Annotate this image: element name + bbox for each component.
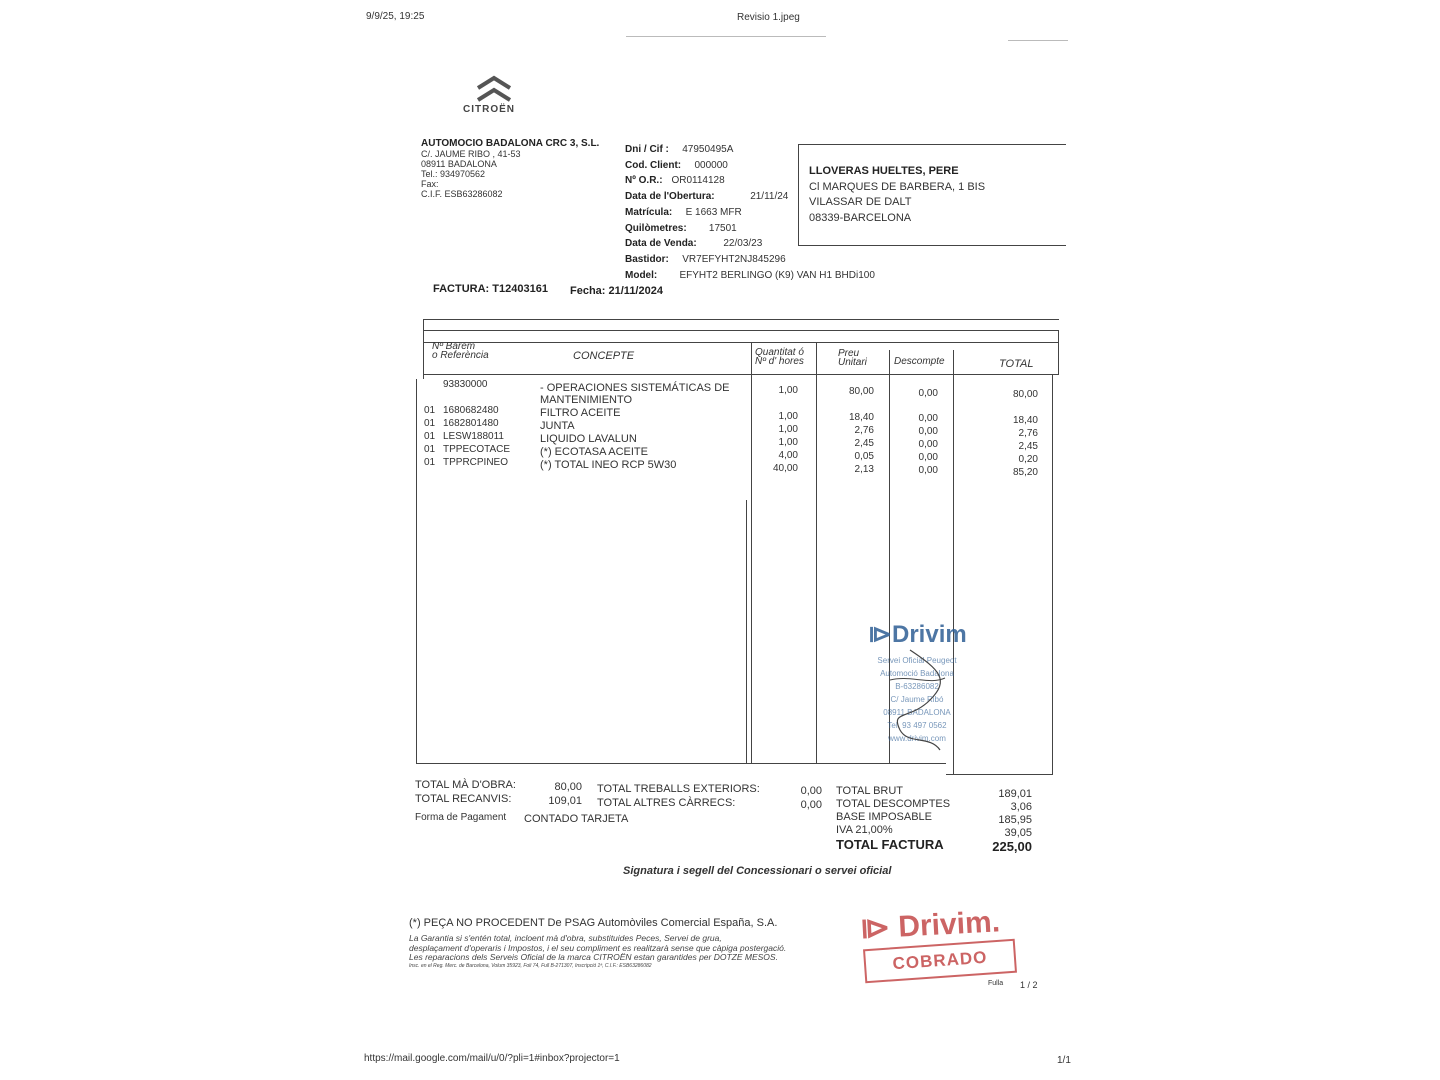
folio-value: 1 / 2 xyxy=(1020,980,1038,990)
drivim-red-logo: ⧐ Drivim. xyxy=(859,905,1001,946)
drivim-mark-icon: ⧐ xyxy=(868,621,892,648)
vat-value: 39,05 xyxy=(1004,827,1032,839)
total-labour-label: TOTAL MÀ D'OBRA: xyxy=(415,779,516,791)
client-box-left xyxy=(798,144,799,245)
client-street: Cl MARQUES DE BARBERA, 1 BIS xyxy=(809,180,986,193)
tax-base-value: 185,95 xyxy=(998,814,1032,826)
total-discounts-label: TOTAL DESCOMPTES xyxy=(836,798,951,810)
col-sep-price xyxy=(816,342,817,763)
table-header-top xyxy=(423,342,1059,343)
col-sep-qty-lower xyxy=(746,500,747,763)
total-parts-value: 109,01 xyxy=(548,795,582,807)
company-cif: C.I.F. ESB63286082 xyxy=(421,189,503,199)
total-other-value: 0,00 xyxy=(800,799,822,811)
footer-part-note: (*) PEÇA NO PROCEDENT De PSAG Automòviles Comercial España, S.A. xyxy=(409,917,778,929)
table-frame-inner-top xyxy=(423,330,1059,331)
table-bottom-left xyxy=(416,763,946,764)
invoice-number: FACTURA: T12403161 xyxy=(433,283,548,295)
total-parts-label: TOTAL RECANVIS: xyxy=(415,793,512,805)
header-quantity: Quantitat ó Nº d' hores xyxy=(755,347,804,367)
table-bottom-right xyxy=(946,774,1053,775)
client-name: LLOVERAS HUELTES, PERE xyxy=(809,165,959,177)
total-invoice-value: 225,00 xyxy=(992,839,1032,854)
company-fax: Fax: xyxy=(421,179,439,189)
folio-label: Fulla xyxy=(988,980,1004,987)
vat-label: IVA 21,00% xyxy=(836,824,893,836)
total-external-label: TOTAL TREBALLS EXTERIORS: xyxy=(597,783,760,795)
company-tel: Tel.: 934970562 xyxy=(421,169,486,179)
scan-artifact-line xyxy=(626,36,826,37)
meta-row: Dni / Cif : 47950495A xyxy=(625,144,734,155)
cobrado-stamp: COBRADO xyxy=(863,939,1017,984)
total-discounts-value: 3,06 xyxy=(1010,801,1032,813)
client-town: VILASSAR DE DALT xyxy=(809,196,912,208)
print-url: https://mail.google.com/mail/u/0/?pli=1#inbox?projector=1 xyxy=(364,1053,620,1064)
meta-row: Data de l'Obertura: 21/11/24 xyxy=(625,191,789,203)
total-gross-label: TOTAL BRUT xyxy=(836,785,904,797)
client-address xyxy=(809,164,985,226)
handwritten-signature xyxy=(870,640,960,760)
payment-method-value: CONTADO TARJETA xyxy=(524,813,629,825)
header-price: Preu Unitari xyxy=(838,348,867,368)
company-name: AUTOMOCIO BADALONA CRC 3, S.L. xyxy=(421,138,600,149)
table-frame-right-top xyxy=(1058,330,1059,374)
col-sep-qty xyxy=(751,342,752,763)
meta-row: Bastidor: VR7EFYHT2NJ845296 xyxy=(625,253,786,265)
client-box-top xyxy=(798,144,1066,145)
citroen-logo-icon xyxy=(474,74,514,106)
table-header-bottom xyxy=(423,374,1059,375)
tax-base-label: BASE IMPOSABLE xyxy=(836,811,932,823)
meta-row: Nº O.R.: OR0114128 xyxy=(625,175,725,187)
meta-row: Matrícula: E 1663 MFR xyxy=(625,206,742,218)
total-labour-value: 80,00 xyxy=(554,781,582,793)
total-other-label: TOTAL ALTRES CÀRRECS: xyxy=(597,797,736,809)
client-box-bottom xyxy=(798,245,1066,246)
meta-row: Cod. Client: 000000 xyxy=(625,159,728,171)
table-frame-left-top xyxy=(423,319,424,379)
total-external-value: 0,00 xyxy=(800,785,822,797)
meta-row: Data de Venda: 22/03/23 xyxy=(625,238,763,250)
total-gross-value: 189,01 xyxy=(998,788,1032,800)
print-file-title: Revisio 1.jpeg xyxy=(737,12,800,23)
payment-method-label: Forma de Pagament xyxy=(415,812,507,823)
meta-row: Model: EFYHT2 BERLINGO (K9) VAN H1 BHDi100 xyxy=(625,269,875,281)
company-city: 08911 BADALONA xyxy=(421,159,497,169)
header-concept: CONCEPTE xyxy=(573,350,635,362)
table-frame-top xyxy=(423,319,1059,320)
client-postal: 08339-BARCELONA xyxy=(809,211,912,224)
header-discount: Descompte xyxy=(894,356,945,367)
signature-caption: Signatura i segell del Concessionari o servei oficial xyxy=(623,865,892,877)
meta-row: Quilòmetres: 17501 xyxy=(625,222,737,234)
scan-artifact-line xyxy=(1008,40,1068,41)
table-frame-right xyxy=(1052,374,1053,775)
company-info xyxy=(421,139,599,199)
drivim-blue-logo: ⧐Drivim xyxy=(868,621,967,648)
company-street: C/. JAUME RIBO , 41-53 xyxy=(421,149,521,159)
drivim-mark-icon: ⧐ xyxy=(859,911,891,946)
total-invoice-label: TOTAL FACTURA xyxy=(836,837,944,852)
drivim-blue-stamp-text: Servei Oficial Peugeot Automoció Badalona B-63286082 C/ Jaume Ribó 08911 BADALONA Tel. 93 497 0562 www.drivim.com xyxy=(877,656,957,743)
header-total: TOTAL xyxy=(999,358,1034,370)
invoice-date: Fecha: 21/11/2024 xyxy=(570,285,663,297)
print-datetime: 9/9/25, 19:25 xyxy=(366,11,425,22)
header-reference: Nº Barem o Referència xyxy=(432,341,489,361)
table-frame-left xyxy=(416,379,417,763)
footer-guarantee: La Garantia si s'entén total, incloent mà d'obra, substituides Peces, Servei de grua, desplaçament d'operaris i Impostos, i el seu compliment es realitzarà sense que càpiga postergació. Les reparacions dels Serveis Oficial de la marca CITROËN estan garantides per DOTZE MESOS. Insc. en el Reg. Merc. de Barcelona, Volum 35923, Foli 74, Full B-271307, Inscripció 1ª, C.I.F.: ESB63286082 xyxy=(409,933,787,969)
brand-name: CITROËN xyxy=(463,104,515,115)
print-page-count: 1/1 xyxy=(1057,1055,1071,1066)
